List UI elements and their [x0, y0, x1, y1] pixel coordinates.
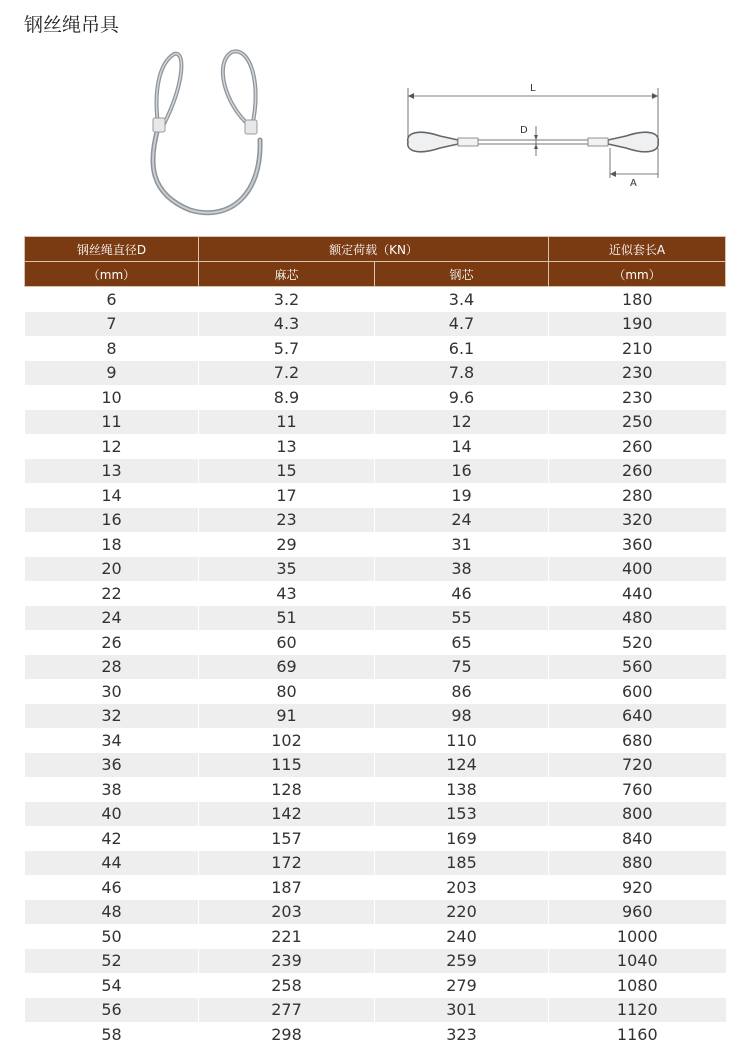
cell-steel-core-load: 110: [375, 728, 549, 753]
table-row: [25, 753, 726, 778]
cell-diameter: 38: [25, 777, 199, 802]
cell-diameter: 11: [25, 410, 199, 435]
page-title: 钢丝绳吊具: [24, 14, 120, 36]
cell-steel-core-load: 31: [375, 532, 549, 557]
cell-diameter: 32: [25, 704, 199, 729]
cell-hemp-core-load: 258: [199, 973, 375, 998]
cell-steel-core-load: 55: [375, 606, 549, 631]
cell-steel-core-load: 14: [375, 434, 549, 459]
label-A: A: [630, 178, 637, 189]
cell-approx-length: 840: [549, 826, 726, 851]
cell-hemp-core-load: 60: [199, 630, 375, 655]
header-rated-load: 额定荷载（KN）: [199, 237, 549, 262]
cell-approx-length: 880: [549, 851, 726, 876]
cell-hemp-core-load: 43: [199, 581, 375, 606]
cell-hemp-core-load: 91: [199, 704, 375, 729]
cell-diameter: 28: [25, 655, 199, 680]
cell-steel-core-load: 3.4: [375, 287, 549, 312]
header-diameter: 钢丝绳直径D: [25, 237, 199, 262]
cell-approx-length: 1000: [549, 924, 726, 949]
cell-diameter: 48: [25, 900, 199, 925]
cell-hemp-core-load: 7.2: [199, 361, 375, 386]
table-row: [25, 483, 726, 508]
header-steel-core: 钢芯: [375, 262, 549, 287]
cell-hemp-core-load: 23: [199, 508, 375, 533]
cell-steel-core-load: 16: [375, 459, 549, 484]
cell-diameter: 42: [25, 826, 199, 851]
table-row: [25, 434, 726, 459]
cell-approx-length: 920: [549, 875, 726, 900]
cell-diameter: 26: [25, 630, 199, 655]
cell-steel-core-load: 7.8: [375, 361, 549, 386]
header-length-unit: （mm）: [549, 262, 726, 287]
table-row: [25, 679, 726, 704]
cell-diameter: 24: [25, 606, 199, 631]
cell-steel-core-load: 75: [375, 655, 549, 680]
cell-steel-core-load: 19: [375, 483, 549, 508]
cell-diameter: 12: [25, 434, 199, 459]
cell-steel-core-load: 259: [375, 949, 549, 974]
table-row: [25, 973, 726, 998]
cell-steel-core-load: 124: [375, 753, 549, 778]
cell-approx-length: 230: [549, 361, 726, 386]
cell-diameter: 52: [25, 949, 199, 974]
cell-diameter: 8: [25, 336, 199, 361]
cell-hemp-core-load: 69: [199, 655, 375, 680]
cell-diameter: 56: [25, 998, 199, 1023]
cell-approx-length: 230: [549, 385, 726, 410]
cell-hemp-core-load: 277: [199, 998, 375, 1023]
cell-hemp-core-load: 51: [199, 606, 375, 631]
cell-hemp-core-load: 3.2: [199, 287, 375, 312]
cell-hemp-core-load: 298: [199, 1022, 375, 1047]
cell-hemp-core-load: 157: [199, 826, 375, 851]
table-row: [25, 875, 726, 900]
cell-approx-length: 800: [549, 802, 726, 827]
table-row: [25, 1022, 726, 1047]
cell-hemp-core-load: 115: [199, 753, 375, 778]
header-row-1: [25, 237, 726, 262]
cell-steel-core-load: 301: [375, 998, 549, 1023]
table-row: [25, 459, 726, 484]
cell-steel-core-load: 6.1: [375, 336, 549, 361]
cell-approx-length: 480: [549, 606, 726, 631]
cell-approx-length: 720: [549, 753, 726, 778]
table-row: [25, 924, 726, 949]
cell-steel-core-load: 38: [375, 557, 549, 582]
cell-steel-core-load: 86: [375, 679, 549, 704]
cell-diameter: 30: [25, 679, 199, 704]
cell-approx-length: 210: [549, 336, 726, 361]
ferrule-right: [245, 120, 257, 134]
cell-steel-core-load: 65: [375, 630, 549, 655]
cell-diameter: 34: [25, 728, 199, 753]
cell-approx-length: 440: [549, 581, 726, 606]
table-row: [25, 777, 726, 802]
cell-steel-core-load: 279: [375, 973, 549, 998]
cell-steel-core-load: 98: [375, 704, 549, 729]
wire-rope-sling-photo: [140, 44, 280, 224]
cell-approx-length: 320: [549, 508, 726, 533]
cell-diameter: 36: [25, 753, 199, 778]
table-row: [25, 557, 726, 582]
cell-diameter: 18: [25, 532, 199, 557]
table-row: [25, 851, 726, 876]
table-row: [25, 655, 726, 680]
cell-steel-core-load: 12: [375, 410, 549, 435]
cell-approx-length: 360: [549, 532, 726, 557]
header-hemp-core: 麻芯: [199, 262, 375, 287]
cell-steel-core-load: 9.6: [375, 385, 549, 410]
cell-diameter: 6: [25, 287, 199, 312]
sling-dimension-diagram: [396, 78, 672, 190]
cell-approx-length: 1120: [549, 998, 726, 1023]
cell-approx-length: 760: [549, 777, 726, 802]
cell-steel-core-load: 46: [375, 581, 549, 606]
label-L: L: [530, 83, 536, 94]
cell-hemp-core-load: 17: [199, 483, 375, 508]
table-row: [25, 508, 726, 533]
cell-hemp-core-load: 128: [199, 777, 375, 802]
cell-approx-length: 1040: [549, 949, 726, 974]
cell-steel-core-load: 323: [375, 1022, 549, 1047]
header-row-2: [25, 262, 726, 287]
sling-spec-table: [24, 236, 726, 1047]
cell-steel-core-load: 4.7: [375, 312, 549, 337]
cell-hemp-core-load: 11: [199, 410, 375, 435]
table-row: [25, 900, 726, 925]
cell-steel-core-load: 24: [375, 508, 549, 533]
cell-approx-length: 180: [549, 287, 726, 312]
cell-hemp-core-load: 8.9: [199, 385, 375, 410]
cell-approx-length: 190: [549, 312, 726, 337]
cell-steel-core-load: 203: [375, 875, 549, 900]
header-approx-length: 近似套长A: [549, 237, 726, 262]
table-row: [25, 532, 726, 557]
cell-hemp-core-load: 187: [199, 875, 375, 900]
cell-hemp-core-load: 239: [199, 949, 375, 974]
table-row: [25, 998, 726, 1023]
cell-approx-length: 640: [549, 704, 726, 729]
cell-hemp-core-load: 35: [199, 557, 375, 582]
cell-steel-core-load: 240: [375, 924, 549, 949]
table-row: [25, 802, 726, 827]
cell-approx-length: 960: [549, 900, 726, 925]
cell-hemp-core-load: 172: [199, 851, 375, 876]
table-row: [25, 826, 726, 851]
ferrule-left: [153, 118, 165, 132]
table-row: [25, 385, 726, 410]
cell-diameter: 44: [25, 851, 199, 876]
cell-hemp-core-load: 5.7: [199, 336, 375, 361]
table-row: [25, 581, 726, 606]
cell-hemp-core-load: 13: [199, 434, 375, 459]
cell-diameter: 13: [25, 459, 199, 484]
cell-approx-length: 260: [549, 459, 726, 484]
cell-approx-length: 560: [549, 655, 726, 680]
cell-approx-length: 260: [549, 434, 726, 459]
table-row: [25, 630, 726, 655]
cell-steel-core-load: 138: [375, 777, 549, 802]
cell-approx-length: 250: [549, 410, 726, 435]
cell-approx-length: 520: [549, 630, 726, 655]
label-D: D: [520, 125, 528, 136]
header-diameter-unit: （mm）: [25, 262, 199, 287]
cell-diameter: 50: [25, 924, 199, 949]
cell-steel-core-load: 220: [375, 900, 549, 925]
cell-hemp-core-load: 221: [199, 924, 375, 949]
cell-approx-length: 400: [549, 557, 726, 582]
cell-approx-length: 600: [549, 679, 726, 704]
cell-hemp-core-load: 4.3: [199, 312, 375, 337]
cell-diameter: 7: [25, 312, 199, 337]
table-row: [25, 949, 726, 974]
cell-diameter: 58: [25, 1022, 199, 1047]
cell-approx-length: 280: [549, 483, 726, 508]
cell-diameter: 9: [25, 361, 199, 386]
cell-diameter: 40: [25, 802, 199, 827]
cell-diameter: 16: [25, 508, 199, 533]
cell-hemp-core-load: 15: [199, 459, 375, 484]
cell-diameter: 10: [25, 385, 199, 410]
cell-hemp-core-load: 102: [199, 728, 375, 753]
cell-diameter: 20: [25, 557, 199, 582]
table-row: [25, 287, 726, 312]
cell-approx-length: 680: [549, 728, 726, 753]
cell-steel-core-load: 153: [375, 802, 549, 827]
cell-hemp-core-load: 80: [199, 679, 375, 704]
table-row: [25, 361, 726, 386]
table-row: [25, 728, 726, 753]
cell-steel-core-load: 169: [375, 826, 549, 851]
cell-approx-length: 1160: [549, 1022, 726, 1047]
cell-hemp-core-load: 142: [199, 802, 375, 827]
cell-diameter: 46: [25, 875, 199, 900]
cell-diameter: 54: [25, 973, 199, 998]
table-row: [25, 312, 726, 337]
cell-diameter: 14: [25, 483, 199, 508]
table-row: [25, 410, 726, 435]
cell-hemp-core-load: 203: [199, 900, 375, 925]
table-row: [25, 336, 726, 361]
table-row: [25, 704, 726, 729]
cell-steel-core-load: 185: [375, 851, 549, 876]
cell-diameter: 22: [25, 581, 199, 606]
cell-approx-length: 1080: [549, 973, 726, 998]
cell-hemp-core-load: 29: [199, 532, 375, 557]
table-row: [25, 606, 726, 631]
